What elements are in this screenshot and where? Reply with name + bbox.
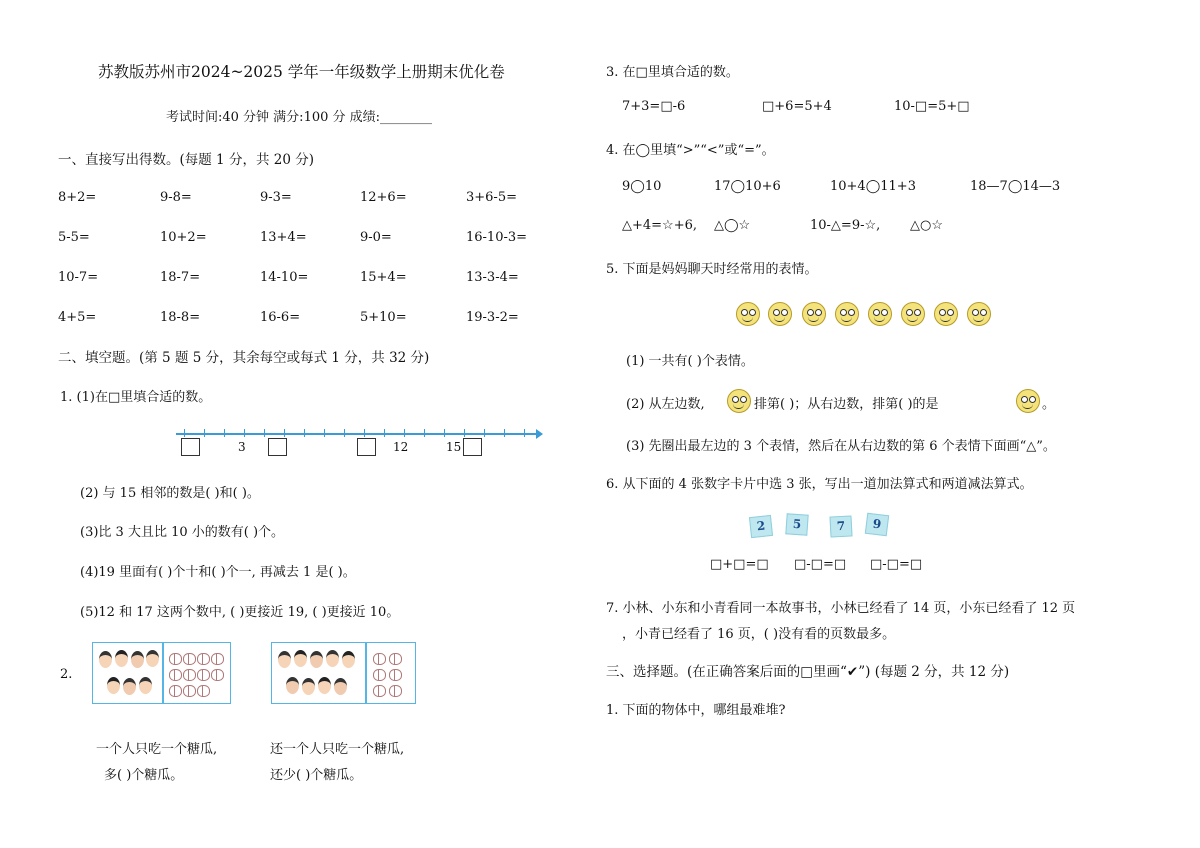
q4-item: 9◯10 [622, 179, 662, 194]
numberline-box[interactable] [268, 438, 287, 456]
q2-right-text-1: 还一个人只吃一个糖瓜, [270, 742, 405, 757]
q4-item: 10+4◯11+3 [830, 179, 916, 194]
numberline-tick [184, 429, 185, 437]
numberline-label: 3 [238, 440, 246, 454]
numberline-tick [424, 429, 425, 437]
arithmetic-item: 10+2= [160, 230, 207, 245]
numberline-tick [484, 429, 485, 437]
arithmetic-item: 13-3-4= [466, 270, 519, 285]
q4-item: △◯☆ [714, 218, 751, 233]
q7-line2: ，小青已经看了 16 页，( )没有看的页数最多。 [622, 627, 896, 642]
arithmetic-item: 9-3= [260, 190, 292, 205]
page-title: 苏教版苏州市2024~2025 学年一年级数学上册期末优化卷 [98, 63, 505, 81]
q3-item: 10-□=5+□ [894, 99, 970, 114]
numberline-tick [404, 429, 405, 437]
arithmetic-item: 5+10= [360, 310, 407, 325]
arithmetic-item: 16-10-3= [466, 230, 528, 245]
numberline-tick [524, 429, 525, 437]
kids-gourds-picture-right [271, 642, 416, 704]
emoji-icon [934, 302, 958, 326]
numberline-tick [284, 429, 285, 437]
arithmetic-item: 15+4= [360, 270, 407, 285]
q5-part2-a: (2) 从左边数, [626, 397, 705, 412]
numberline-tick [344, 429, 345, 437]
q5-part1: (1) 一共有( )个表情。 [626, 354, 754, 369]
emoji-icon [901, 302, 925, 326]
q5-heading: 5. 下面是妈妈聊天时经常用的表情。 [606, 262, 818, 277]
arithmetic-item: 4+5= [58, 310, 97, 325]
q1-part3: (3)比 3 大且比 10 小的数有( )个。 [80, 525, 285, 540]
numberline-tick [324, 429, 325, 437]
q6-formula: □+□=□ [710, 557, 769, 572]
q1-part2: (2) 与 15 相邻的数是( )和( )。 [80, 486, 260, 501]
q4-item: 17◯10+6 [714, 179, 781, 194]
arithmetic-item: 5-5= [58, 230, 90, 245]
numberline-tick [464, 429, 465, 437]
kids-gourds-picture-left [92, 642, 231, 704]
q2-label: 2. [60, 667, 73, 682]
q2-left-text-1: 一个人只吃一个糖瓜, [96, 742, 218, 757]
q1-part4: (4)19 里面有( )个十和( )个一, 再减去 1 是( )。 [80, 565, 356, 580]
numberline-label: 15 [446, 440, 462, 454]
q3-item: □+6=5+4 [762, 99, 832, 114]
numberline-tick [384, 429, 385, 437]
numberline-box[interactable] [357, 438, 376, 456]
emoji-icon [868, 302, 892, 326]
arithmetic-item: 8+2= [58, 190, 97, 205]
q6-heading: 6. 从下面的 4 张数字卡片中选 3 张，写出一道加法算式和两道减法算式。 [606, 477, 1033, 492]
emoji-icon [967, 302, 991, 326]
numberline-box[interactable] [463, 438, 482, 456]
q6-formula: □-□=□ [794, 557, 847, 572]
arithmetic-item: 18-7= [160, 270, 201, 285]
q5-part2-c: 。 [1042, 397, 1056, 412]
q6-formula: □-□=□ [870, 557, 923, 572]
arithmetic-item: 12+6= [360, 190, 407, 205]
emoji-icon [736, 302, 760, 326]
q4-item: △○☆ [910, 218, 943, 233]
section2-heading: 二、填空题。(第 5 题 5 分，其余每空或每式 1 分，共 32 分) [58, 350, 430, 366]
emoji-icon [835, 302, 859, 326]
arithmetic-item: 9-0= [360, 230, 392, 245]
arithmetic-item: 19-3-2= [466, 310, 519, 325]
section3-heading: 三、选择题。(在正确答案后面的□里画“✔”) (每题 2 分，共 12 分) [606, 664, 1010, 680]
numberline-tick [504, 429, 505, 437]
numberline-tick [224, 429, 225, 437]
number-card: 7 [829, 515, 852, 537]
emoji-icon [802, 302, 826, 326]
q4-item: △+4=☆+6, [622, 218, 698, 233]
arithmetic-item: 9-8= [160, 190, 192, 205]
arithmetic-item: 18-8= [160, 310, 201, 325]
numberline-box[interactable] [181, 438, 200, 456]
q8-question: 1. 下面的物体中，哪组最难堆? [606, 703, 786, 718]
numberline-tick [244, 429, 245, 437]
q3-item: 7+3=□-6 [622, 99, 686, 114]
section1-heading: 一、直接写出得数。(每题 1 分，共 20 分) [58, 152, 314, 168]
numberline-tick [204, 429, 205, 437]
number-card: 9 [865, 513, 889, 537]
number-card: 2 [749, 515, 773, 538]
q1-part1: 1. (1)在□里填合适的数。 [60, 390, 212, 405]
q4-item: 10-△=9-☆, [810, 218, 881, 233]
q2-right-text-2: 还少( )个糖瓜。 [270, 768, 363, 783]
emoji-icon [1016, 389, 1040, 413]
arithmetic-item: 3+6-5= [466, 190, 517, 205]
numberline-label: 12 [393, 440, 409, 454]
numberline-tick [264, 429, 265, 437]
numberline-tick [444, 429, 445, 437]
q3-heading: 3. 在□里填合适的数。 [606, 65, 739, 80]
q7-line1: 7. 小林、小东和小青看同一本故事书，小林已经看了 14 页，小东已经看了 12 页 [606, 601, 1076, 616]
emoji-icon [727, 389, 751, 413]
emoji-icon [768, 302, 792, 326]
exam-info: 考试时间:40 分钟 满分:100 分 成绩:________ [166, 110, 433, 125]
arithmetic-item: 14-10= [260, 270, 309, 285]
q4-heading: 4. 在◯里填“>”“<”或“=”。 [606, 143, 775, 158]
q5-part3: (3) 先圈出最左边的 3 个表情，然后在从右边数的第 6 个表情下面画“△”。 [626, 439, 1056, 454]
q4-item: 18—7◯14—3 [970, 179, 1061, 194]
numberline-tick [364, 429, 365, 437]
numberline-tick [304, 429, 305, 437]
q1-part5: (5)12 和 17 这两个数中, ( )更接近 19, ( )更接近 10。 [80, 605, 400, 620]
arithmetic-item: 10-7= [58, 270, 99, 285]
number-card: 5 [785, 513, 808, 535]
q5-part2-b: 排第( )；从右边数，排第( )的是 [754, 397, 939, 412]
q2-left-text-2: 多( )个糖瓜。 [104, 768, 184, 783]
arithmetic-item: 13+4= [260, 230, 307, 245]
arithmetic-item: 16-6= [260, 310, 301, 325]
